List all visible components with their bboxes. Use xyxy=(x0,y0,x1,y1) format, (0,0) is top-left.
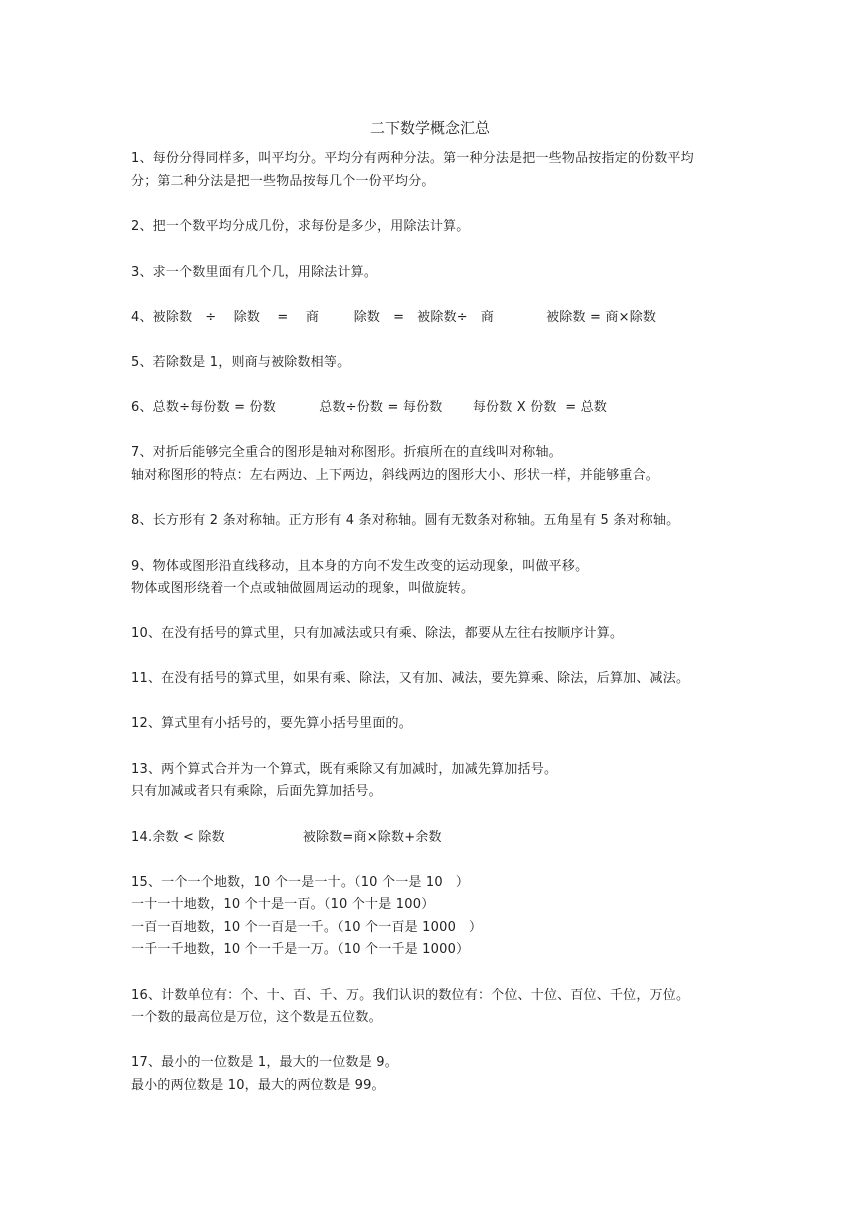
concept-1-line-1: 1、每份分得同样多，叫平均分。平均分有两种分法。第一种分法是把一些物品按指定的份数平均 xyxy=(131,151,694,166)
concept-17-line-2: 最小的两位数是 10，最大的两位数是 99。 xyxy=(131,1078,385,1093)
concept-2: 2、把一个数平均分成几份，求每份是多少，用除法计算。 xyxy=(131,219,470,234)
concept-15-line-3: 一百一百地数，10 个一百是一千。（10 个一百是 1000 ） xyxy=(131,920,483,935)
concept-8: 8、长方形有 2 条对称轴。正方形有 4 条对称轴。圆有无数条对称轴。五角星有 5 条对称轴。 xyxy=(131,513,680,528)
concept-1-line-2: 分；第二种分法是把一些物品按每几个一份平均分。 xyxy=(131,174,435,189)
concept-16-line-1: 16、计数单位有：个、十、百、千、万。我们认识的数位有：个位、十位、百位、千位，万位。 xyxy=(131,988,690,1003)
concept-15-line-1: 15、一个一个地数，10 个一是一十。（10 个一是 10 ） xyxy=(131,875,470,890)
concept-15-line-4: 一千一千地数，10 个一千是一万。（10 个一千是 1000） xyxy=(131,942,470,957)
concept-3: 3、求一个数里面有几个几，用除法计算。 xyxy=(131,265,378,280)
concept-9-line-2: 物体或图形绕着一个点或轴做圆周运动的现象，叫做旋转。 xyxy=(131,581,475,596)
concept-4: 4、被除数 ÷ 除数 = 商 除数 = 被除数÷ 商 被除数 = 商×除数 xyxy=(131,310,657,325)
concept-15-line-2: 一十一十地数，10 个十是一百。（10 个十是 100） xyxy=(131,897,435,912)
concept-5: 5、若除数是 1，则商与被除数相等。 xyxy=(131,355,351,370)
concept-16-line-2: 一个数的最高位是万位，这个数是五位数。 xyxy=(131,1010,382,1025)
concept-7-line-2: 轴对称图形的特点：左右两边、上下两边，斜线两边的图形大小、形状一样，并能够重合。 xyxy=(131,468,660,483)
concept-17-line-1: 17、最小的一位数是 1，最大的一位数是 9。 xyxy=(131,1055,398,1070)
concept-7-line-1: 7、对折后能够完全重合的图形是轴对称图形。折痕所在的直线叫对称轴。 xyxy=(131,445,562,460)
concept-14: 14.余数 < 除数 被除数=商×除数+余数 xyxy=(131,830,442,845)
concept-13-line-2: 只有加减或者只有乘除，后面先算加括号。 xyxy=(131,784,382,799)
concept-12: 12、算式里有小括号的，要先算小括号里面的。 xyxy=(131,716,412,731)
concept-6: 6、总数÷每份数 = 份数 总数÷份数 = 每份数 每份数 X 份数 = 总数 xyxy=(131,400,608,415)
concept-9-line-1: 9、物体或图形沿直线移动，且本身的方向不发生改变的运动现象，叫做平移。 xyxy=(131,559,589,574)
concept-11: 11、在没有括号的算式里，如果有乘、除法，又有加、减法，要先算乘、除法，后算加、减法。 xyxy=(131,671,690,686)
document-title: 二下数学概念汇总 xyxy=(369,119,490,137)
concept-10: 10、在没有括号的算式里，只有加减法或只有乘、除法，都要从左往右按顺序计算。 xyxy=(131,626,624,641)
concept-13-line-1: 13、两个算式合并为一个算式，既有乘除又有加减时，加减先算加括号。 xyxy=(131,762,558,777)
